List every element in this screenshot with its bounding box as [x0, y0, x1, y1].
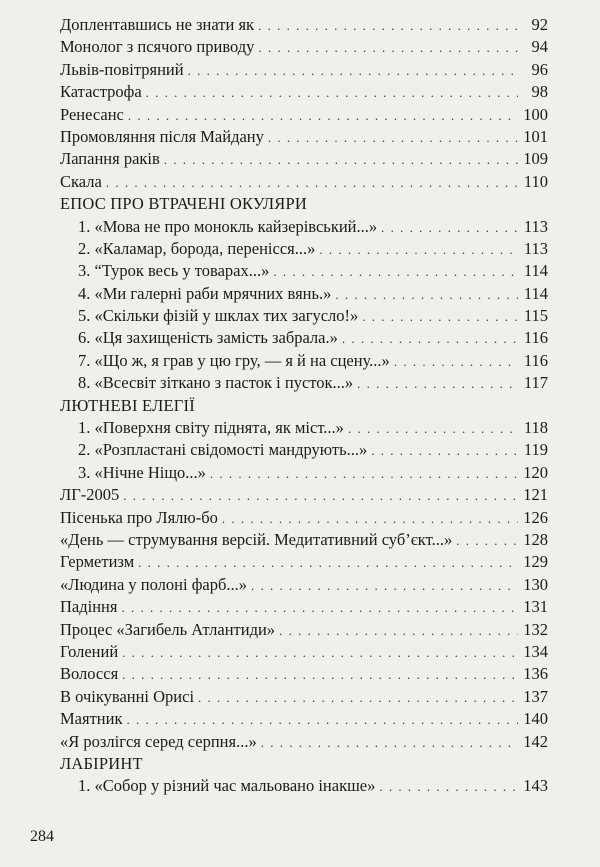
- toc-entry-page: 134: [523, 641, 548, 661]
- dot-leader: [381, 217, 518, 239]
- toc-entry-title: 1. «Мова не про монокль кайзерівський...»: [78, 216, 378, 236]
- dot-leader: [164, 149, 518, 171]
- toc-entry: [60, 238, 548, 260]
- toc-entry-title: 7. «Що ж, я грав у цю гру, — я й на сцену...»: [78, 350, 390, 370]
- toc-entry-title: 3. “Турок весь у товарах...»: [78, 261, 270, 281]
- toc-entry: [60, 148, 548, 170]
- toc-entry-title: 2. «Розпластані свідомості мандрують...»: [78, 440, 368, 460]
- toc-entry-title: 4. «Ми галерні раби мрячних вянь.»: [78, 283, 332, 303]
- toc-entry-page: 128: [523, 529, 548, 549]
- toc-entry: [60, 462, 548, 484]
- toc-entry: [60, 171, 548, 193]
- toc-entry-title: В очікуванні Орисі: [60, 686, 195, 706]
- toc-entry-page: 119: [523, 440, 548, 460]
- toc-entry: [60, 484, 548, 506]
- toc-entry-page: 132: [523, 619, 548, 639]
- toc-entry: [60, 663, 548, 685]
- toc-entry: [60, 731, 548, 753]
- dot-leader: [362, 306, 518, 328]
- toc-entry-title: Падіння: [60, 597, 118, 617]
- toc-entry: [60, 641, 548, 663]
- dot-leader: [258, 37, 518, 59]
- toc-entry: [60, 305, 548, 327]
- toc-entry-title: Герметизм: [60, 552, 135, 572]
- dot-leader: [121, 597, 518, 619]
- toc-entry-title: «День — струмування версій. Медитативний суб’єкт...»: [60, 529, 453, 549]
- toc-entry-title: Волосся: [60, 664, 119, 684]
- toc-entry-title: Маятник: [60, 709, 123, 729]
- toc-entry-title: Промовляння після Майдану: [60, 126, 264, 146]
- toc-entry-title: Монолог з псячого приводу: [60, 37, 255, 57]
- toc-entry-page: 116: [523, 328, 548, 348]
- toc-entry-title: Скала: [60, 171, 102, 191]
- toc-entry-title: Лапання раків: [60, 149, 160, 169]
- dot-leader: [138, 552, 518, 574]
- toc-entry-page: 113: [523, 216, 548, 236]
- toc-entry: [60, 372, 548, 394]
- dot-leader: [342, 328, 518, 350]
- page-number: 284: [30, 828, 54, 845]
- toc-entry-title: Катастрофа: [60, 82, 142, 102]
- toc-entry-page: 118: [523, 418, 548, 438]
- toc-entry-title: «Я розлігся серед серпня...»: [60, 731, 257, 751]
- toc-entry: [60, 327, 548, 349]
- toc-entry-title: Ренесанс: [60, 104, 124, 124]
- toc-section-heading: [60, 753, 548, 775]
- toc-entry: [60, 708, 548, 730]
- toc-entry-page: 92: [531, 15, 548, 34]
- dot-leader: [394, 351, 518, 373]
- dot-leader: [456, 530, 518, 552]
- dot-leader: [128, 105, 518, 127]
- toc-entry-page: 115: [523, 306, 548, 326]
- toc-entry-page: 136: [523, 664, 548, 684]
- toc-entry: [60, 686, 548, 708]
- dot-leader: [210, 463, 518, 485]
- dot-leader: [251, 575, 518, 597]
- dot-leader: [222, 508, 518, 530]
- toc-entry: [60, 14, 548, 36]
- toc-entry-title: 3. «Нічне Ніщо...»: [78, 462, 206, 482]
- toc-entry-page: 121: [523, 485, 548, 505]
- toc-entry-title: 6. «Ця захищеність замість забрала.»: [78, 328, 338, 348]
- dot-leader: [106, 172, 518, 194]
- toc-entry: [60, 283, 548, 305]
- dot-leader: [348, 418, 518, 440]
- toc-entry-title: ЕПОС ПРО ВТРАЧЕНІ ОКУЛЯРИ: [60, 194, 307, 214]
- dot-leader: [371, 440, 518, 462]
- toc-entry: [60, 81, 548, 103]
- toc-entry-page: 131: [523, 597, 548, 617]
- toc-entry: [60, 574, 548, 596]
- toc-entry-title: Голений: [60, 641, 119, 661]
- toc-entry: [60, 529, 548, 551]
- toc-entry: [60, 507, 548, 529]
- toc-entry-title: Доплентавшись не знати як: [60, 15, 255, 34]
- toc-entry-title: ЛГ-2005: [60, 485, 120, 505]
- toc-entry: [60, 439, 548, 461]
- toc-entry: [60, 104, 548, 126]
- dot-leader: [146, 82, 518, 104]
- dot-leader: [126, 709, 518, 731]
- toc-entry-page: 126: [523, 507, 548, 527]
- dot-leader: [198, 687, 518, 709]
- dot-leader: [335, 284, 518, 306]
- toc-entry-page: 130: [523, 574, 548, 594]
- dot-leader: [273, 261, 518, 283]
- toc-entry: [60, 350, 548, 372]
- toc-entry-page: 137: [523, 686, 548, 706]
- toc-entry-page: 100: [523, 104, 548, 124]
- toc-entry-title: ЛЮТНЕВІ ЕЛЕГІЇ: [60, 395, 195, 415]
- toc-entry-title: 8. «Всесвіт зіткано з пасток і пусток...»: [78, 373, 354, 393]
- toc-entry-title: Процес «Загибель Атлантиди»: [60, 619, 276, 639]
- toc-entry-page: 120: [523, 462, 548, 482]
- toc-entry-page: 98: [531, 82, 548, 102]
- toc-entry: [60, 216, 548, 238]
- dot-leader: [122, 664, 518, 686]
- dot-leader: [258, 15, 518, 37]
- toc-entry-page: 96: [531, 59, 548, 79]
- toc-entry: [60, 36, 548, 58]
- toc-section-heading: [60, 193, 548, 215]
- toc-entry-page: 114: [523, 283, 548, 303]
- toc-entry: [60, 596, 548, 618]
- toc-entry-page: 113: [523, 238, 548, 258]
- toc-entry: [60, 775, 548, 797]
- toc-entry-page: 140: [523, 709, 548, 729]
- toc-entry-page: 101: [523, 126, 548, 146]
- toc-entry-title: 5. «Скільки фізій у шклах тих загусло!»: [78, 306, 359, 326]
- dot-leader: [261, 732, 518, 754]
- dot-leader: [279, 620, 518, 642]
- toc-entry: [60, 619, 548, 641]
- toc-entry: [60, 417, 548, 439]
- toc-entry-title: 1. «Собор у різний час мальовано інакше»: [78, 776, 376, 796]
- toc-entry-title: Львів-повітряний: [60, 59, 184, 79]
- toc-entry-title: ЛАБІРИНТ: [60, 753, 143, 773]
- toc-entry-page: 129: [523, 552, 548, 572]
- toc-entry-title: Пісенька про Лялю-бо: [60, 507, 218, 527]
- dot-leader: [188, 60, 518, 82]
- toc-entry-page: 117: [523, 373, 548, 393]
- dot-leader: [357, 373, 518, 395]
- toc-entry: [60, 59, 548, 81]
- toc-section-heading: [60, 395, 548, 417]
- toc-entry-page: 109: [523, 149, 548, 169]
- toc-entry-page: 94: [531, 37, 548, 57]
- dot-leader: [122, 642, 518, 664]
- toc-entry: [60, 126, 548, 148]
- toc-entry: [60, 260, 548, 282]
- toc-entry-page: 110: [523, 171, 548, 191]
- toc-entry: [60, 551, 548, 573]
- toc-entry-title: 1. «Поверхня світу піднята, як міст...»: [78, 418, 344, 438]
- dot-leader: [123, 485, 518, 507]
- dot-leader: [268, 127, 518, 149]
- toc-entry-page: 142: [523, 731, 548, 751]
- toc-entry-page: 116: [523, 350, 548, 370]
- dot-leader: [379, 776, 518, 798]
- toc-entry-page: 143: [523, 776, 548, 796]
- toc-entry-page: 114: [523, 261, 548, 281]
- toc-entry-title: «Людина у полоні фарб...»: [60, 574, 247, 594]
- table-of-contents: [60, 14, 548, 798]
- dot-leader: [319, 239, 518, 261]
- toc-entry-title: 2. «Каламар, борода, перенісся...»: [78, 238, 316, 258]
